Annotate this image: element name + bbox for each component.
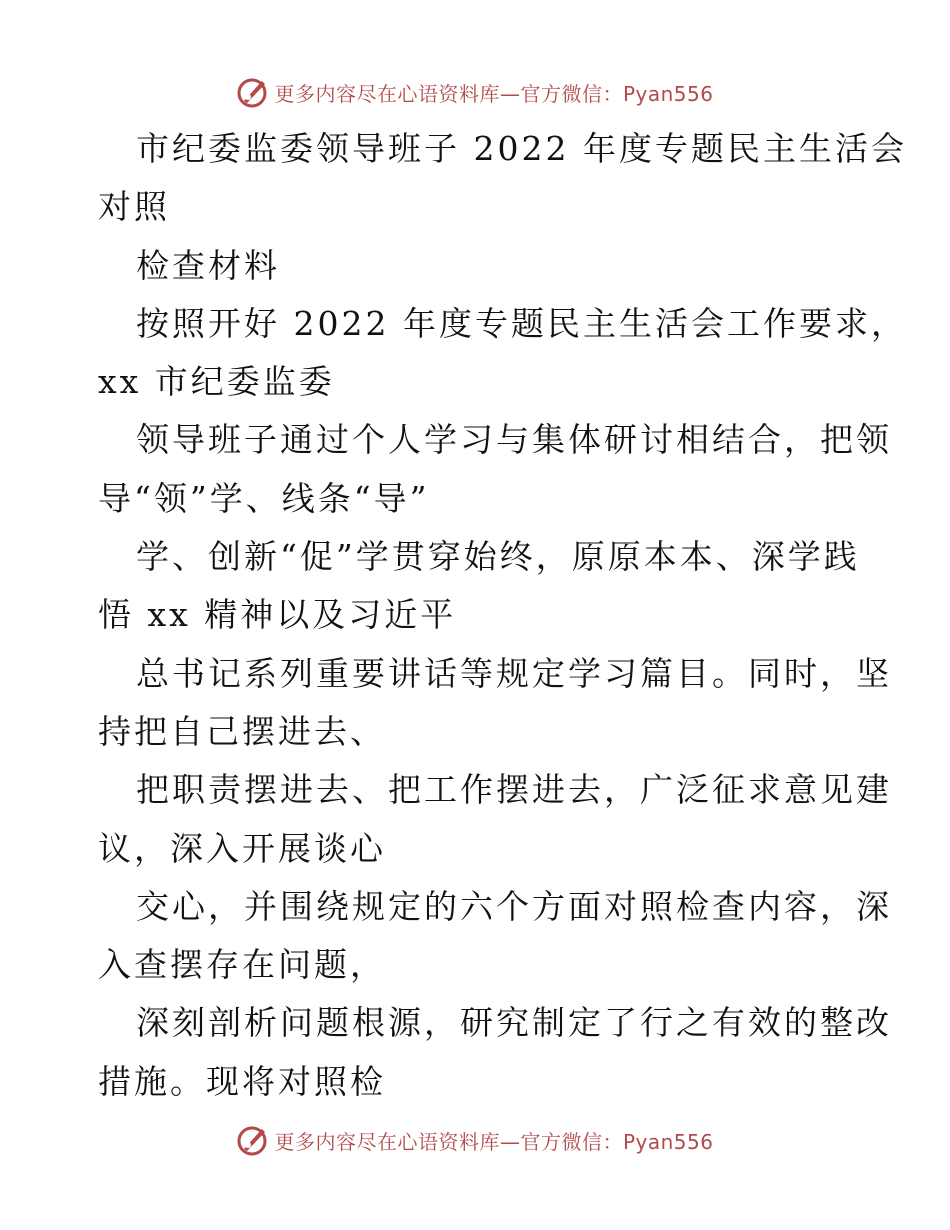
document-body [98, 120, 907, 1111]
quill-logo-icon [236, 1123, 270, 1157]
body-line: 措施。现将对照检 [98, 1061, 386, 1101]
quill-logo-icon [236, 75, 270, 109]
footer-banner [0, 1120, 950, 1160]
body-line: 持把自己摆进去、 [98, 711, 386, 751]
body-line: 导“领”学、线条“导” [98, 478, 430, 518]
body-line: 悟 xx 精神以及习近平 [98, 595, 457, 635]
body-line: 对照 [98, 187, 170, 227]
body-line: xx 市纪委监委 [98, 362, 335, 402]
body-line: 议，深入开展谈心 [98, 828, 386, 868]
body-line: 领导班子通过个人学习与集体研讨相结合，把领 [136, 420, 892, 460]
body-line: 深刻剖析问题根源，研究制定了行之有效的整改 [136, 1003, 892, 1043]
footer-banner-text: 更多内容尽在心语资料库—官方微信：Pyan556 [274, 1129, 714, 1154]
header-banner [0, 72, 950, 112]
body-line: 把职责摆进去、把工作摆进去，广泛征求意见建 [136, 770, 892, 810]
header-banner-text: 更多内容尽在心语资料库—官方微信：Pyan556 [274, 81, 714, 106]
body-line: 总书记系列重要讲话等规定学习篇目。同时，坚 [136, 653, 892, 693]
body-line: 按照开好 2022 年度专题民主生活会工作要求， [136, 303, 907, 343]
body-line: 市纪委监委领导班子 2022 年度专题民主生活会 [136, 129, 907, 168]
body-line: 入查摆存在问题， [98, 945, 386, 985]
body-line: 检查材料 [136, 245, 280, 285]
body-line: 学、创新“促”学贯穿始终，原原本本、深学践 [136, 537, 860, 577]
body-line: 交心，并围绕规定的六个方面对照检查内容，深 [136, 886, 892, 926]
